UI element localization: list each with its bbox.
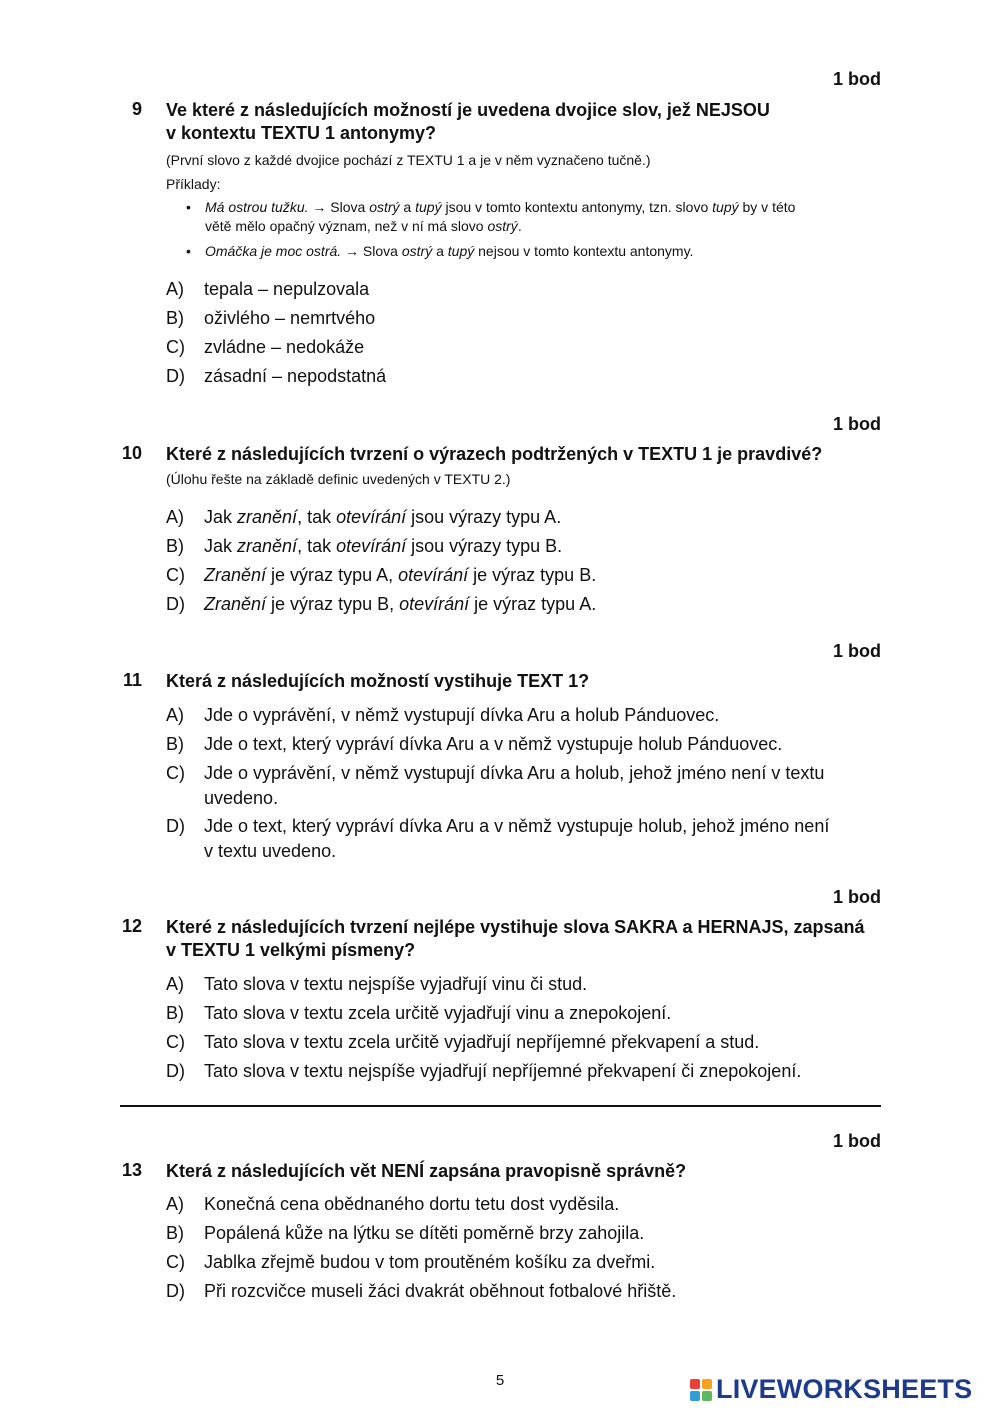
q9-note: (První slovo z každé dvojice pochází z TEXTU 1 a je v něm vyznačeno tučně.) bbox=[166, 152, 651, 168]
q11-points: 1 bod bbox=[833, 641, 881, 661]
q13-option-d[interactable] bbox=[166, 1279, 676, 1304]
option-text: Jak zranění, tak otevírání jsou výrazy typu A. bbox=[204, 507, 562, 527]
q13-points: 1 bod bbox=[833, 1131, 881, 1151]
bullet-icon: • bbox=[186, 243, 191, 259]
option-letter: C) bbox=[166, 565, 185, 585]
option-letter: B) bbox=[166, 734, 184, 754]
q13-question-text bbox=[166, 1160, 686, 1183]
q13-option-c[interactable] bbox=[166, 1250, 655, 1275]
q12-points: 1 bod bbox=[833, 887, 881, 907]
logo-square bbox=[702, 1391, 712, 1401]
option-letter: A) bbox=[166, 974, 184, 994]
option-text: Tato slova v textu nejspíše vyjadřují vinu či stud. bbox=[204, 974, 588, 994]
q12-option-b[interactable] bbox=[166, 1001, 671, 1026]
option-letter: C) bbox=[166, 763, 185, 783]
option-letter: C) bbox=[166, 1032, 185, 1052]
q13-question-line: Která z následujících vět NENÍ zapsána pravopisně správně? bbox=[166, 1161, 687, 1181]
option-text: Tato slova v textu zcela určitě vyjadřují nepříjemné překvapení a stud. bbox=[204, 1032, 760, 1052]
option-text: Jde o vyprávění, v němž vystupují dívka Aru a holub Pánduovec. bbox=[204, 705, 720, 725]
q13-option-b[interactable] bbox=[166, 1221, 644, 1246]
logo-text: LIVEWORKSHEETS bbox=[716, 1374, 973, 1404]
bullet-icon: • bbox=[186, 199, 191, 215]
option-text-continued: uvedeno. bbox=[204, 788, 279, 808]
q10-number: 10 bbox=[121, 443, 142, 463]
option-letter: D) bbox=[166, 1061, 185, 1081]
option-text: zásadní – nepodstatná bbox=[204, 366, 387, 386]
option-text: Při rozcvičce museli žáci dvakrát oběhnout fotbalové hřiště. bbox=[204, 1281, 677, 1301]
q9-option-a[interactable] bbox=[166, 277, 369, 302]
q10-note: (Úlohu řešte na základě definic uvedených v TEXTU 2.) bbox=[166, 471, 511, 487]
option-text: Jde o text, který vypráví dívka Aru a v němž vystupuje holub Pánduovec. bbox=[204, 734, 783, 754]
option-text: Zranění je výraz typu A, otevírání je výraz typu B. bbox=[204, 565, 597, 585]
option-letter: D) bbox=[166, 594, 185, 614]
option-text: oživlého – nemrtvého bbox=[204, 308, 376, 328]
q10-option-b[interactable] bbox=[166, 534, 562, 559]
q9-question-line: Ve které z následujících možností je uvedena dvojice slov, jež NEJSOU bbox=[166, 100, 770, 120]
option-text: Jde o text, který vypráví dívka Aru a v němž vystupuje holub, jehož jméno není bbox=[204, 816, 830, 836]
q10-question-line: Které z následujících tvrzení o výrazech podtržených v TEXTU 1 je pravdivé? bbox=[166, 444, 823, 464]
q11-question-line: Která z následujících možností vystihuje TEXT 1? bbox=[166, 671, 590, 691]
q9-points: 1 bod bbox=[833, 69, 881, 89]
option-text: tepala – nepulzovala bbox=[204, 279, 370, 299]
q9-option-b[interactable] bbox=[166, 306, 375, 331]
logo-grid-icon bbox=[690, 1379, 712, 1401]
q9-question-line: v kontextu TEXTU 1 antonymy? bbox=[166, 123, 437, 143]
option-letter: C) bbox=[166, 1252, 185, 1272]
q10-option-d[interactable] bbox=[166, 592, 596, 617]
option-letter: A) bbox=[166, 279, 184, 299]
q10-points: 1 bod bbox=[833, 414, 881, 434]
q13-number: 13 bbox=[121, 1160, 142, 1180]
q12-option-c[interactable] bbox=[166, 1030, 759, 1055]
q10-option-c[interactable] bbox=[166, 563, 596, 588]
option-letter: D) bbox=[166, 816, 185, 836]
q9-example-line: Má ostrou tužku. → Slova ostrý a tupý jsou v tomto kontextu antonymy, tzn. slovo tupý by v této bbox=[205, 199, 796, 215]
option-letter: A) bbox=[166, 705, 184, 725]
q12-question-line: v TEXTU 1 velkými písmeny? bbox=[166, 940, 416, 960]
q9-example-line: Omáčka je moc ostrá. → Slova ostrý a tupý nejsou v tomto kontextu antonymy. bbox=[205, 243, 694, 259]
q10-option-a[interactable] bbox=[166, 505, 561, 530]
option-letter: A) bbox=[166, 1194, 184, 1214]
q13-option-a[interactable] bbox=[166, 1192, 619, 1217]
option-text: Popálená kůže na lýtku se dítěti poměrně brzy zahojila. bbox=[204, 1223, 645, 1243]
page-number: 5 bbox=[495, 1372, 505, 1389]
q11-question-text bbox=[166, 670, 589, 693]
option-text: Jak zranění, tak otevírání jsou výrazy typu B. bbox=[204, 536, 563, 556]
q9-option-c[interactable] bbox=[166, 335, 364, 360]
option-text: Zranění je výraz typu B, otevírání je výraz typu A. bbox=[204, 594, 597, 614]
q9-question-text bbox=[166, 99, 770, 145]
option-letter: B) bbox=[166, 1003, 184, 1023]
q12-number: 12 bbox=[121, 916, 142, 936]
option-letter: A) bbox=[166, 507, 184, 527]
option-text: zvládne – nedokáže bbox=[204, 337, 365, 357]
logo-square bbox=[690, 1391, 700, 1401]
option-letter: B) bbox=[166, 536, 184, 556]
q9-option-d[interactable] bbox=[166, 364, 386, 389]
option-text-continued: v textu uvedeno. bbox=[204, 841, 337, 861]
option-text: Konečná cena obědnaného dortu tetu dost vyděsila. bbox=[204, 1194, 620, 1214]
q9-examples-label: Příklady: bbox=[166, 176, 221, 192]
option-letter: B) bbox=[166, 308, 184, 328]
q12-option-d[interactable] bbox=[166, 1059, 801, 1084]
logo-square bbox=[690, 1379, 700, 1389]
option-letter: C) bbox=[166, 337, 185, 357]
q12-question-line: Které z následujících tvrzení nejlépe vystihuje slova SAKRA a HERNAJS, zapsaná bbox=[166, 917, 865, 937]
q12-option-a[interactable] bbox=[166, 972, 587, 997]
q10-question-text bbox=[166, 443, 822, 466]
option-letter: D) bbox=[166, 366, 185, 386]
q11-number: 11 bbox=[122, 670, 142, 690]
option-letter: D) bbox=[166, 1281, 185, 1301]
logo-square bbox=[702, 1379, 712, 1389]
option-text: Tato slova v textu zcela určitě vyjadřují vinu a znepokojení. bbox=[204, 1003, 672, 1023]
q12-question-text bbox=[166, 916, 865, 962]
option-letter: B) bbox=[166, 1223, 184, 1243]
q9-example-line: větě mělo opačný význam, než v ní má slovo ostrý. bbox=[205, 218, 522, 234]
option-text: Jablka zřejmě budou v tom proutěném košíku za dveřmi. bbox=[204, 1252, 656, 1272]
option-text: Jde o vyprávění, v němž vystupují dívka Aru a holub, jehož jméno není v textu bbox=[204, 763, 825, 783]
q9-number: 9 bbox=[131, 99, 142, 119]
option-text: Tato slova v textu nejspíše vyjadřují nepříjemné překvapení či znepokojení. bbox=[204, 1061, 802, 1081]
section-divider bbox=[120, 1105, 881, 1107]
